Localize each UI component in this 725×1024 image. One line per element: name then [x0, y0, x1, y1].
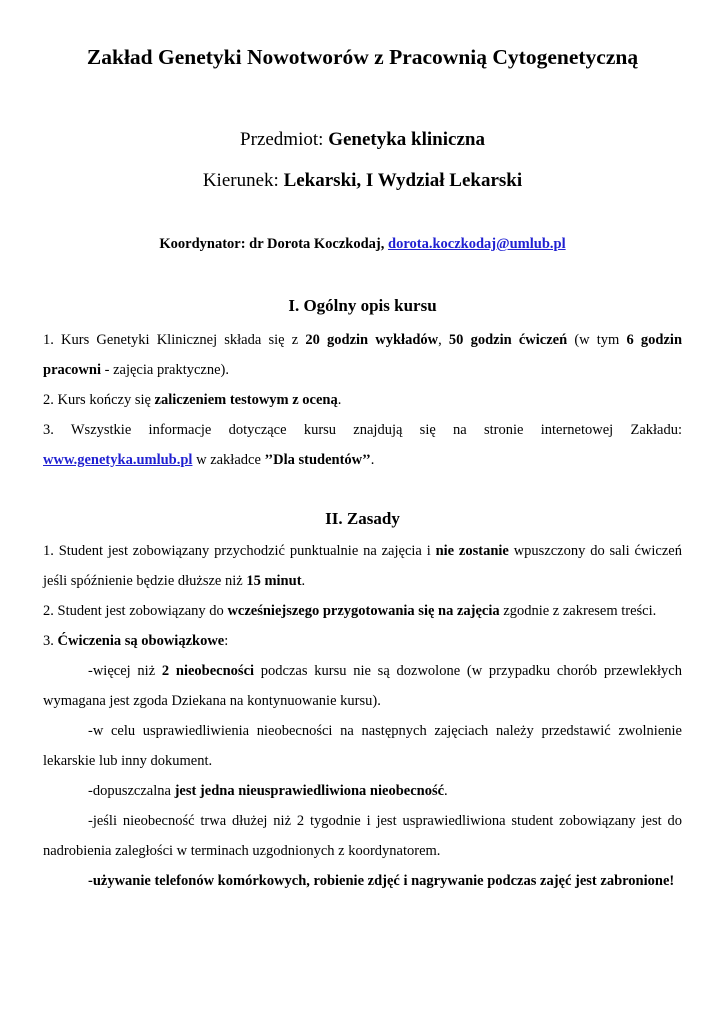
bold-span: Ćwiczenia są obowiązkowe [57, 633, 225, 649]
text-span: , [438, 332, 449, 348]
text-span: - zajęcia praktyczne). [101, 362, 229, 378]
page-title: Zakład Genetyki Nowotworów z Pracownią Cytogenetyczną [86, 45, 639, 69]
bold-span: jest jedna nieusprawiedliwiona nieobecność [174, 783, 445, 799]
subject-value: Genetyka kliniczna [328, 129, 485, 150]
text-span: . [301, 573, 306, 589]
general-paragraph-3 [43, 415, 682, 475]
text-span: 1. Student jest zobowiązany przychodzić punktualnie na zajęcia i [43, 543, 436, 559]
bold-span: nie zostanie [435, 543, 509, 559]
rules-paragraph-1 [43, 536, 682, 596]
bold-span: 50 godzin ćwiczeń [448, 332, 568, 348]
rules-item-5 [43, 866, 682, 896]
bold-span: wcześniejszego przygotowania się na zajęcia [227, 603, 500, 619]
text-span: 2. Student jest zobowiązany do [43, 603, 228, 619]
bold-span: 2 nieobecności [161, 663, 255, 679]
section-rules-body [43, 536, 682, 896]
text-span: 2. Kurs kończy się [43, 392, 155, 408]
bold-span: 20 godzin wykładów [305, 332, 439, 348]
rules-item-4: -jeśli nieobecność trwa dłużej niż 2 tygodnie i jest usprawiedliwiona student zobowiązany jest do nadrobienia zaległości w terminach uzgodnionych z koordynatorem. [43, 813, 682, 859]
text-span: . [337, 392, 342, 408]
text-span: -dopuszczalna [88, 783, 175, 799]
rules-paragraph-2 [43, 596, 682, 626]
bold-span: 15 minut [246, 573, 302, 589]
text-span: 3. Wszystkie informacje dotyczące kursu znajdują się na stronie internetowej Zakładu: [43, 422, 682, 438]
rules-item-1 [43, 656, 682, 716]
text-span: (w tym [567, 332, 627, 348]
section-heading-general: I. Ogólny opis kursu [288, 296, 437, 315]
subject-label: Przedmiot: [240, 129, 329, 150]
rules-item-3 [43, 776, 682, 806]
text-span: . [444, 783, 448, 799]
bold-span: 6 godzin pracowni [43, 332, 683, 378]
text-span: 3. [43, 633, 58, 649]
coordinator-line [0, 236, 725, 253]
subject-line [0, 129, 725, 151]
general-paragraph-1 [43, 325, 682, 385]
direction-label: Kierunek: [202, 170, 284, 191]
text-span: w zakładce [192, 452, 265, 468]
bold-span: zaliczeniem testowym z oceną [154, 392, 338, 408]
text-span: wpuszczony do sali ćwiczeń jeśli spóźnienie będzie dłuższe niż [43, 543, 682, 589]
bold-span: ’’Dla studentów’’ [264, 452, 371, 468]
bold-span: -używanie telefonów komórkowych, robienie zdjęć i nagrywanie podczas zajęć jest zabronione! [88, 873, 675, 889]
coordinator-label: Koordynator: dr Dorota Koczkodaj, [159, 236, 389, 252]
direction-line [0, 170, 725, 192]
text-span: : [224, 633, 229, 649]
text-span: 1. Kurs Genetyki Klinicznej składa się z [43, 332, 306, 348]
text-span: . [370, 452, 375, 468]
general-paragraph-2 [43, 385, 682, 415]
website-link[interactable]: www.genetyka.umlub.pl [43, 452, 193, 468]
text-span: zgodnie z zakresem treści. [499, 603, 657, 619]
coordinator-email-link[interactable]: dorota.koczkodaj@umlub.pl [388, 236, 566, 252]
rules-paragraph-3 [43, 626, 682, 656]
direction-value: Lekarski, I Wydział Lekarski [283, 170, 523, 191]
section-heading-rules: II. Zasady [325, 509, 400, 528]
text-span: podczas kursu nie są dozwolone (w przypadku chorób przewlekłych wymagana jest zgoda Dziekana na kontynuowanie kursu). [43, 663, 682, 709]
rules-item-2: -w celu usprawiedliwienia nieobecności na następnych zajęciach należy przedstawić zwolnienie lekarskie lub inny dokument. [43, 723, 682, 769]
text-span: -więcej niż [88, 663, 162, 679]
section-general-body [43, 325, 682, 475]
